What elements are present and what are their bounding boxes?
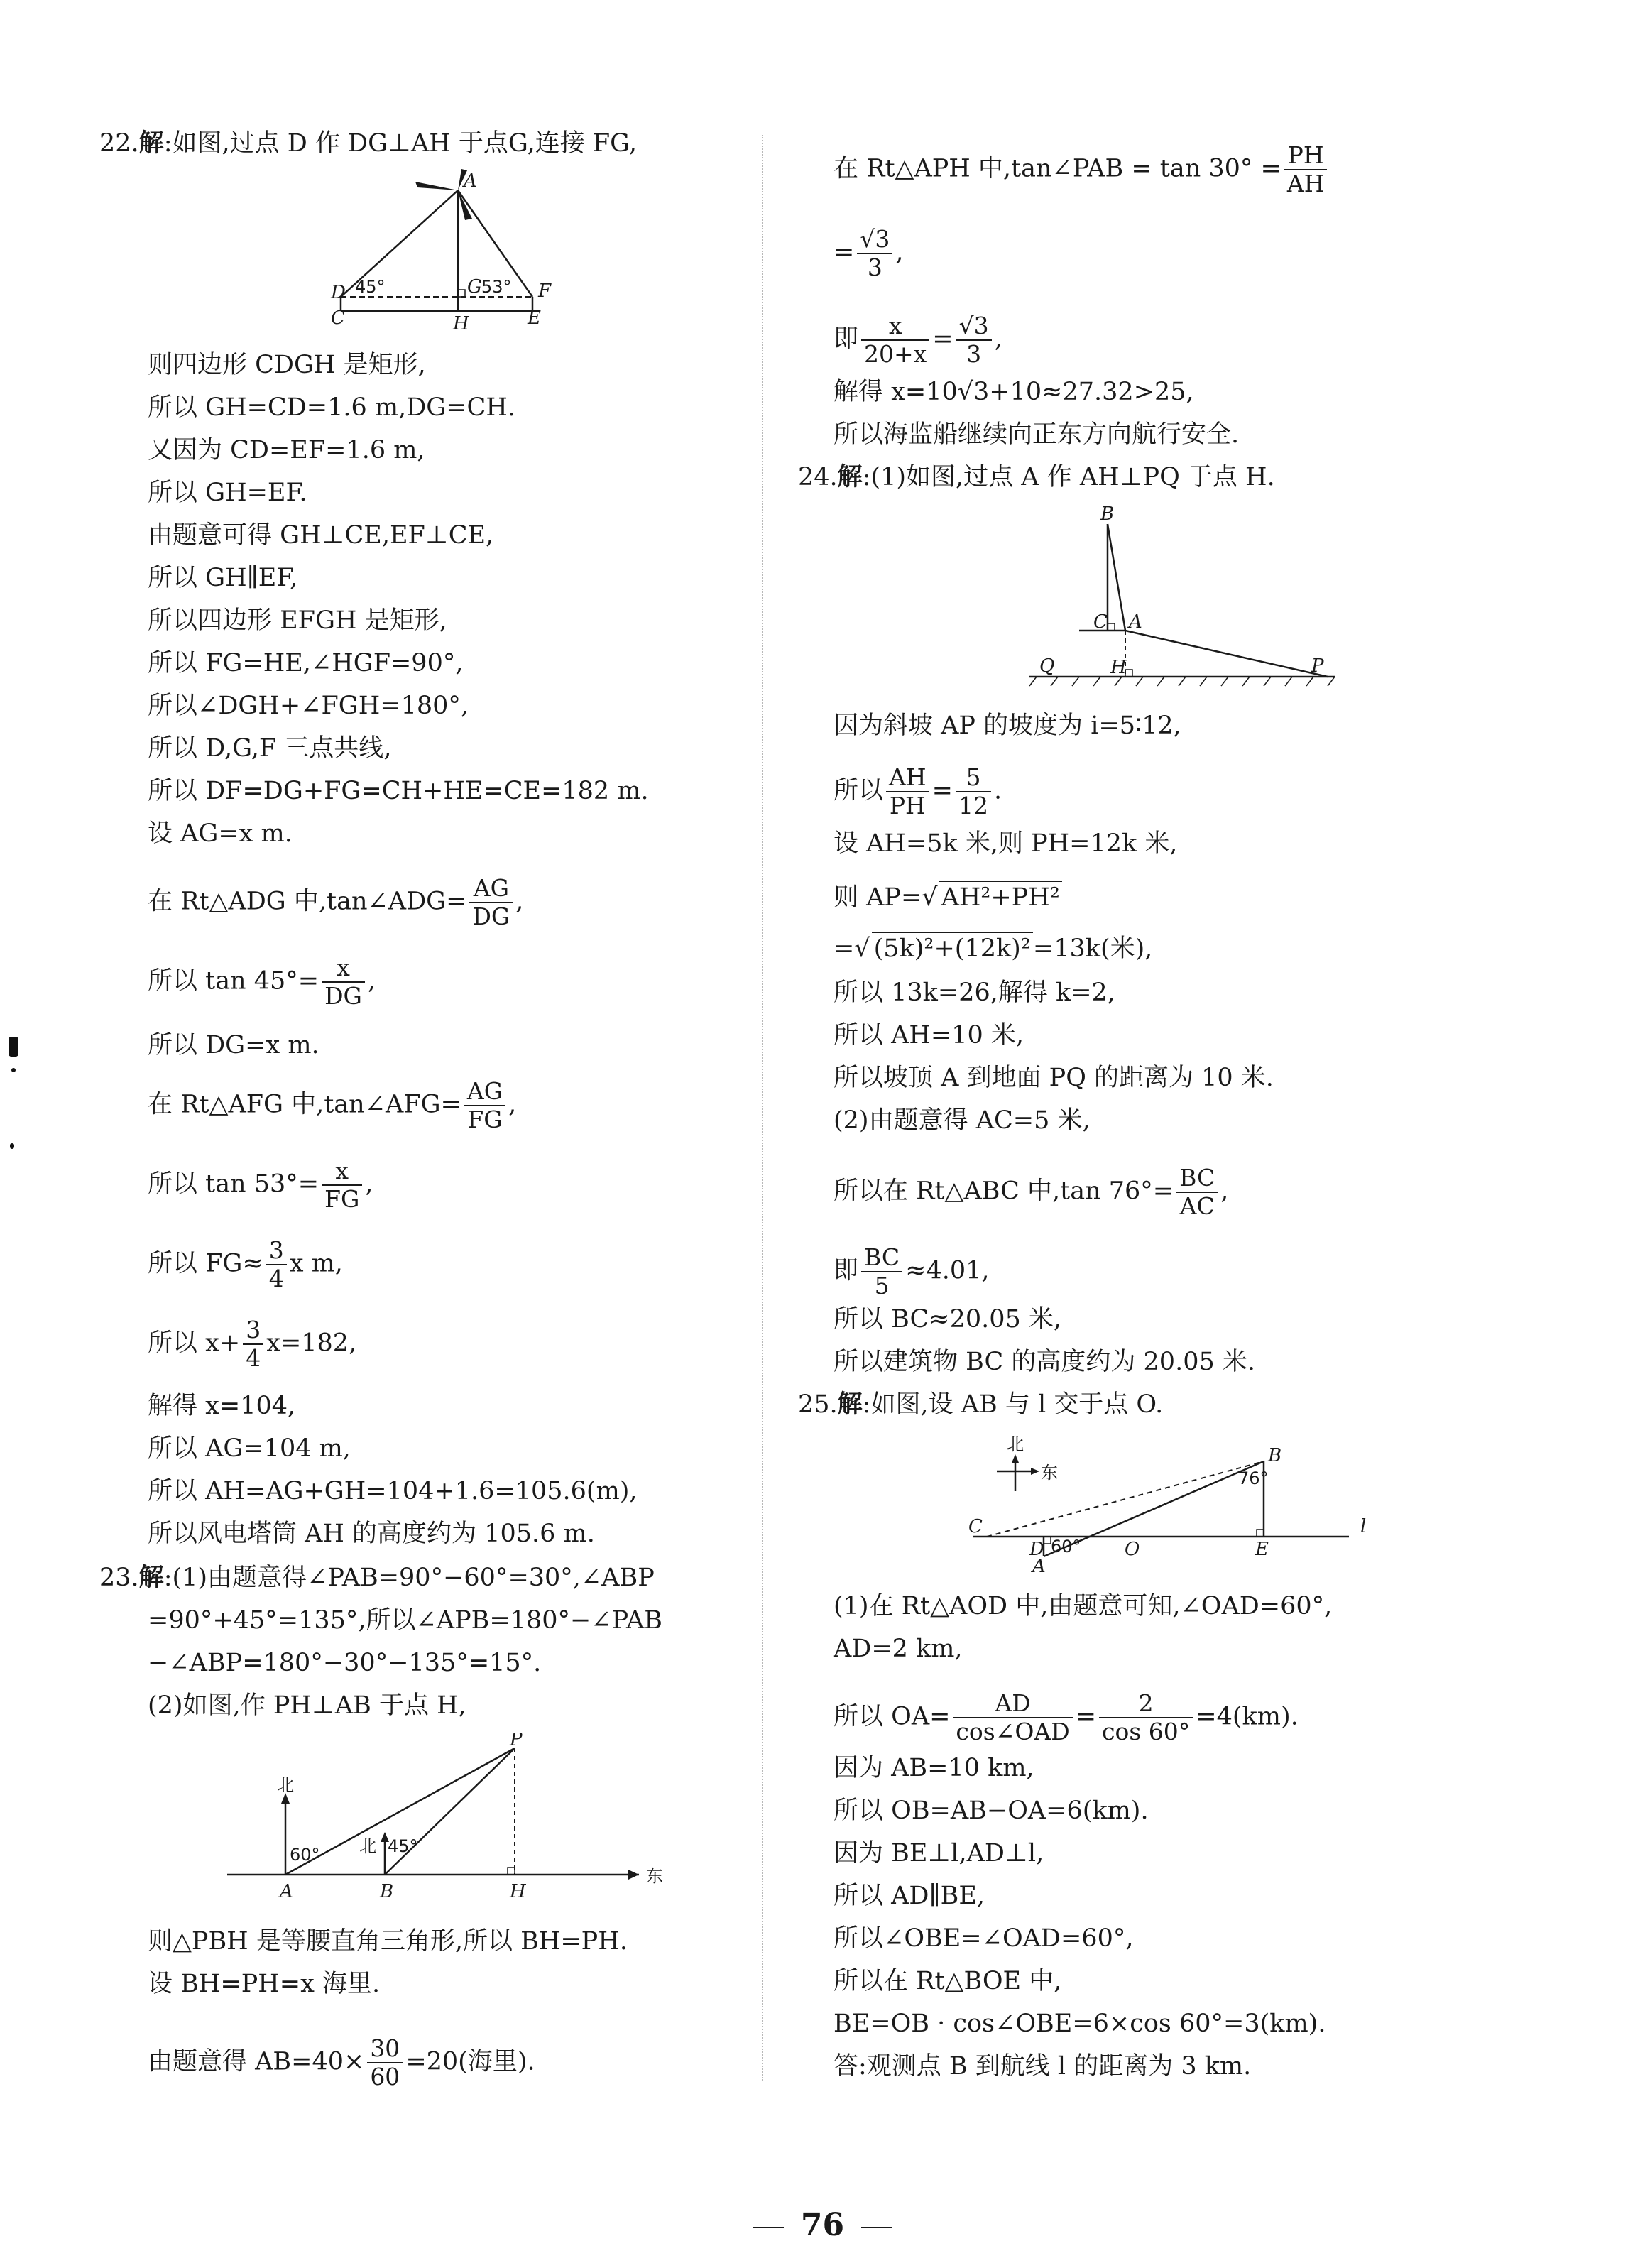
p22-line: 所以 FG=HE,∠HGF=90°,	[148, 649, 464, 677]
scan-mark	[9, 1037, 18, 1057]
solution-label: 解	[138, 1563, 164, 1592]
problem-number: 25.	[798, 1390, 838, 1419]
ship-navigation-figure	[220, 1733, 674, 1910]
p22-equation: 所以 tan 53°= $\frac{x}{FG}$ ,	[148, 1157, 373, 1213]
problem-number: 22.	[99, 129, 139, 158]
fraction: $\frac{3}{4}$	[266, 1237, 287, 1292]
heading-text: :如图,过点 D 作 DG⊥AH 于点G,连接 FG,	[163, 129, 637, 158]
solution-label: 解	[837, 1390, 863, 1419]
fraction: $\frac{3}{4}$	[243, 1316, 263, 1372]
label-c: C	[1093, 611, 1108, 633]
fraction: $\frac{AG}{DG}$	[469, 875, 513, 930]
p25-line: 所以 OB=AB−OA=6(km).	[834, 1797, 1149, 1825]
p24-line: 因为斜坡 AP 的坡度为 i=5∶12,	[834, 712, 1181, 740]
label-b: B	[1100, 503, 1115, 525]
fraction: $\frac{30}{60}$	[367, 2035, 403, 2090]
p22-line: 解得 x=104,	[148, 1392, 296, 1420]
east-label: 东	[646, 1866, 663, 1886]
angle-60: 60°	[1051, 1537, 1081, 1556]
label-p: P	[510, 1733, 523, 1750]
p22-line: 所以∠DGH+∠FGH=180°,	[148, 692, 469, 720]
p25-line: BE=OB · cos∠OBE=6×cos 60°=3(km).	[834, 2010, 1326, 2038]
p24-equation: 所以在 Rt△ABC 中,tan 76°= $\frac{BC}{AC}$ ,	[834, 1164, 1229, 1220]
label-b: B	[1268, 1445, 1282, 1466]
label-h: H	[1110, 657, 1127, 678]
p24-line: 所以 AH=10 米,	[834, 1021, 1024, 1050]
fraction: $\frac{AG}{FG}$	[464, 1078, 505, 1133]
p25-line: 所以在 Rt△BOE 中,	[834, 1967, 1062, 1995]
problem-number: 23.	[99, 1564, 139, 1592]
solution-label: 解	[138, 129, 164, 158]
label-e: E	[528, 307, 541, 329]
p24-equation: 所以 $\frac{AH}{PH}$ = $\frac{5}{12}$ .	[834, 763, 1002, 819]
slope-building-figure	[994, 503, 1363, 694]
problem-23-heading	[99, 1562, 655, 1593]
north-label: 北	[1007, 1434, 1024, 1454]
fraction: $\frac{AH}{PH}$	[886, 764, 929, 819]
label-h: H	[510, 1881, 526, 1902]
east-label: 东	[1041, 1463, 1058, 1483]
fraction: $\frac{x}{20+x}$	[861, 312, 929, 368]
fraction: $\frac{x}{FG}$	[322, 1157, 362, 1213]
scan-mark	[11, 1068, 16, 1072]
label-h: H	[453, 313, 469, 332]
p24-line: (2)由题意得 AC=5 米,	[834, 1106, 1091, 1135]
label-a: A	[1032, 1556, 1046, 1577]
p25-line: 答:观测点 B 到航线 l 的距离为 3 km.	[834, 2052, 1252, 2081]
problem-number: 24.	[798, 463, 838, 491]
p24-equation: =√ (5k)²+(12k)²=13k(米),	[834, 932, 1152, 964]
p24-line: 所以 13k=26,解得 k=2,	[834, 978, 1115, 1007]
blade-1	[415, 182, 458, 190]
p24-equation: 则 AP=√ AH²+PH²	[834, 881, 1062, 913]
label-p: P	[1311, 655, 1324, 677]
fraction: $\frac{BC}{5}$	[861, 1244, 902, 1299]
p23-line: (2)如图,作 PH⊥AB 于点 H,	[148, 1691, 466, 1720]
problem-24-heading	[798, 462, 1275, 493]
p22-line: 所以 GH=EF.	[148, 479, 307, 507]
scan-mark	[10, 1143, 14, 1149]
angle-45: 45°	[388, 1836, 418, 1856]
label-d: D	[1029, 1539, 1044, 1560]
line-cb	[987, 1461, 1264, 1537]
p22-equation: 在 Rt△AFG 中,tan∠AFG= $\frac{AG}{FG}$ ,	[148, 1077, 517, 1133]
fraction: $\frac{BC}{AC}$	[1176, 1165, 1218, 1220]
p22-line: 设 AG=x m.	[148, 819, 293, 848]
label-c: C	[968, 1516, 983, 1537]
p25-line: 因为 AB=10 km,	[834, 1754, 1034, 1782]
page-number-footer	[0, 2207, 1645, 2243]
p22-line: 所以 GH∥EF,	[148, 564, 298, 592]
label-f: F	[538, 280, 552, 302]
p22-equation: 所以 FG≈ $\frac{3}{4}$ x m,	[148, 1236, 343, 1292]
label-d: D	[331, 282, 346, 303]
north-label-2: 北	[359, 1836, 376, 1856]
problem-25-heading	[798, 1389, 1163, 1420]
label-l: l	[1360, 1516, 1367, 1537]
label-c: C	[331, 307, 345, 329]
p25-line: 所以∠OBE=∠OAD=60°,	[834, 1924, 1134, 1953]
p25-line: 所以 AD∥BE,	[834, 1882, 985, 1910]
observation-point-figure	[951, 1430, 1392, 1586]
p25-equation: 所以 OA= $\frac{AD}{\text{cos∠OAD}}$ = $\frac{2}{\cos 60^\circ}$ =4(km).	[834, 1689, 1299, 1745]
fraction: $\frac{√3}{3}$	[956, 312, 992, 368]
heading-text: :(1)如图,过点 A 作 AH⊥PQ 于点 H.	[862, 463, 1275, 491]
p23-equation: 在 Rt△APH 中,tan∠PAB = tan 30° = $\frac{PH}{AH}$	[834, 142, 1330, 197]
p22-equation: 所以 tan 45°= $\frac{x}{DG}$ ,	[148, 954, 376, 1010]
p22-line: 又因为 CD=EF=1.6 m,	[148, 436, 425, 464]
fraction: $\frac{PH}{AH}$	[1284, 142, 1328, 197]
angle-53: 53°	[481, 277, 512, 297]
p22-line: 所以 AH=AG+GH=104+1.6=105.6(m),	[148, 1477, 638, 1505]
page-number: 76	[800, 2207, 845, 2243]
solution-label: 解	[837, 462, 863, 491]
fraction: $\frac{x}{DG}$	[322, 954, 365, 1010]
slope-ap	[1125, 631, 1328, 677]
label-g: G	[467, 276, 482, 298]
p23-line: −∠ABP=180°−30°−135°=15°.	[148, 1649, 542, 1677]
p23-equation: 即 $\frac{x}{20+x}$ = $\frac{√3}{3}$ ,	[834, 312, 1002, 368]
p24-line: 所以 BC≈20.05 米,	[834, 1305, 1062, 1334]
p22-line: 则四边形 CDGH 是矩形,	[148, 351, 426, 379]
sqrt-expression: (5k)²+(12k)²	[872, 932, 1033, 964]
label-q: Q	[1039, 655, 1055, 677]
north-label-1: 北	[277, 1775, 294, 1795]
label-b: B	[380, 1881, 394, 1902]
p25-line: (1)在 Rt△AOD 中,由题意可知,∠OAD=60°,	[834, 1592, 1333, 1620]
angle-76: 76°	[1238, 1468, 1269, 1488]
line-ab	[1108, 524, 1125, 631]
heading-text: :如图,设 AB 与 l 交于点 O.	[862, 1390, 1164, 1419]
problem-22-heading	[99, 128, 637, 159]
p23-line: =90°+45°=135°,所以∠APB=180°−∠PAB	[148, 1606, 662, 1635]
p22-line: 由题意可得 GH⊥CE,EF⊥CE,	[148, 521, 494, 550]
angle-60: 60°	[290, 1845, 320, 1865]
label-a: A	[464, 170, 477, 192]
heading-text: :(1)由题意得∠PAB=90°−60°=30°,∠ABP	[163, 1564, 655, 1592]
p24-line: 设 AH=5k 米,则 PH=12k 米,	[834, 829, 1178, 858]
p24-line: 所以坡顶 A 到地面 PQ 的距离为 10 米.	[834, 1064, 1274, 1092]
p23-line: 解得 x=10√3+10≈27.32>25,	[834, 378, 1194, 406]
fraction: $\frac{5}{12}$	[956, 764, 991, 819]
p23-line: 则△PBH 是等腰直角三角形,所以 BH=PH.	[148, 1927, 628, 1956]
p22-equation: 所以 x+ $\frac{3}{4}$ x=182,	[148, 1316, 357, 1372]
fraction: $\frac{AD}{\text{cos∠OAD}}$	[953, 1690, 1072, 1745]
p25-line: 因为 BE⊥l,AD⊥l,	[834, 1839, 1044, 1868]
p23-line: 所以海监船继续向正东方向航行安全.	[834, 420, 1240, 449]
p23-line: 设 BH=PH=x 海里.	[148, 1970, 381, 1998]
p22-line: 所以 DF=DG+FG=CH+HE=CE=182 m.	[148, 777, 649, 805]
p22-line: 所以四边形 EFGH 是矩形,	[148, 606, 447, 635]
footer-dash-right	[861, 2227, 892, 2228]
label-a: A	[280, 1881, 293, 1902]
footer-dash-left	[753, 2227, 784, 2228]
p24-equation: 即 $\frac{BC}{5}$ ≈4.01,	[834, 1243, 990, 1299]
sqrt-expression: AH²+PH²	[939, 881, 1062, 913]
p22-line: 所以风电塔筒 AH 的高度约为 105.6 m.	[148, 1520, 595, 1548]
p22-line: 所以 AG=104 m,	[148, 1434, 351, 1463]
p23-equation: 由题意得 AB=40× $\frac{30}{60}$ =20(海里).	[148, 2034, 535, 2090]
label-o: O	[1125, 1539, 1140, 1560]
label-a: A	[1129, 611, 1142, 633]
p25-line: AD=2 km,	[834, 1635, 963, 1663]
blade-2	[458, 190, 472, 220]
p22-line: 所以 GH=CD=1.6 m,DG=CH.	[148, 393, 515, 422]
p22-line: 所以 D,G,F 三点共线,	[148, 734, 392, 763]
p23-equation: = $\frac{√3}{3}$ ,	[834, 225, 904, 281]
wind-turbine-figure	[327, 169, 554, 332]
p22-equation: 在 Rt△ADG 中,tan∠ADG= $\frac{AG}{DG}$ ,	[148, 874, 524, 930]
p24-line: 所以建筑物 BC 的高度约为 20.05 米.	[834, 1348, 1255, 1376]
angle-45: 45°	[355, 277, 386, 297]
label-e: E	[1255, 1539, 1269, 1560]
p22-equation: 所以 DG=x m.	[148, 1031, 319, 1059]
fraction: $\frac{√3}{3}$	[857, 226, 892, 281]
column-divider	[762, 135, 763, 2081]
fraction: $\frac{2}{\cos 60^\circ}$	[1099, 1690, 1193, 1745]
